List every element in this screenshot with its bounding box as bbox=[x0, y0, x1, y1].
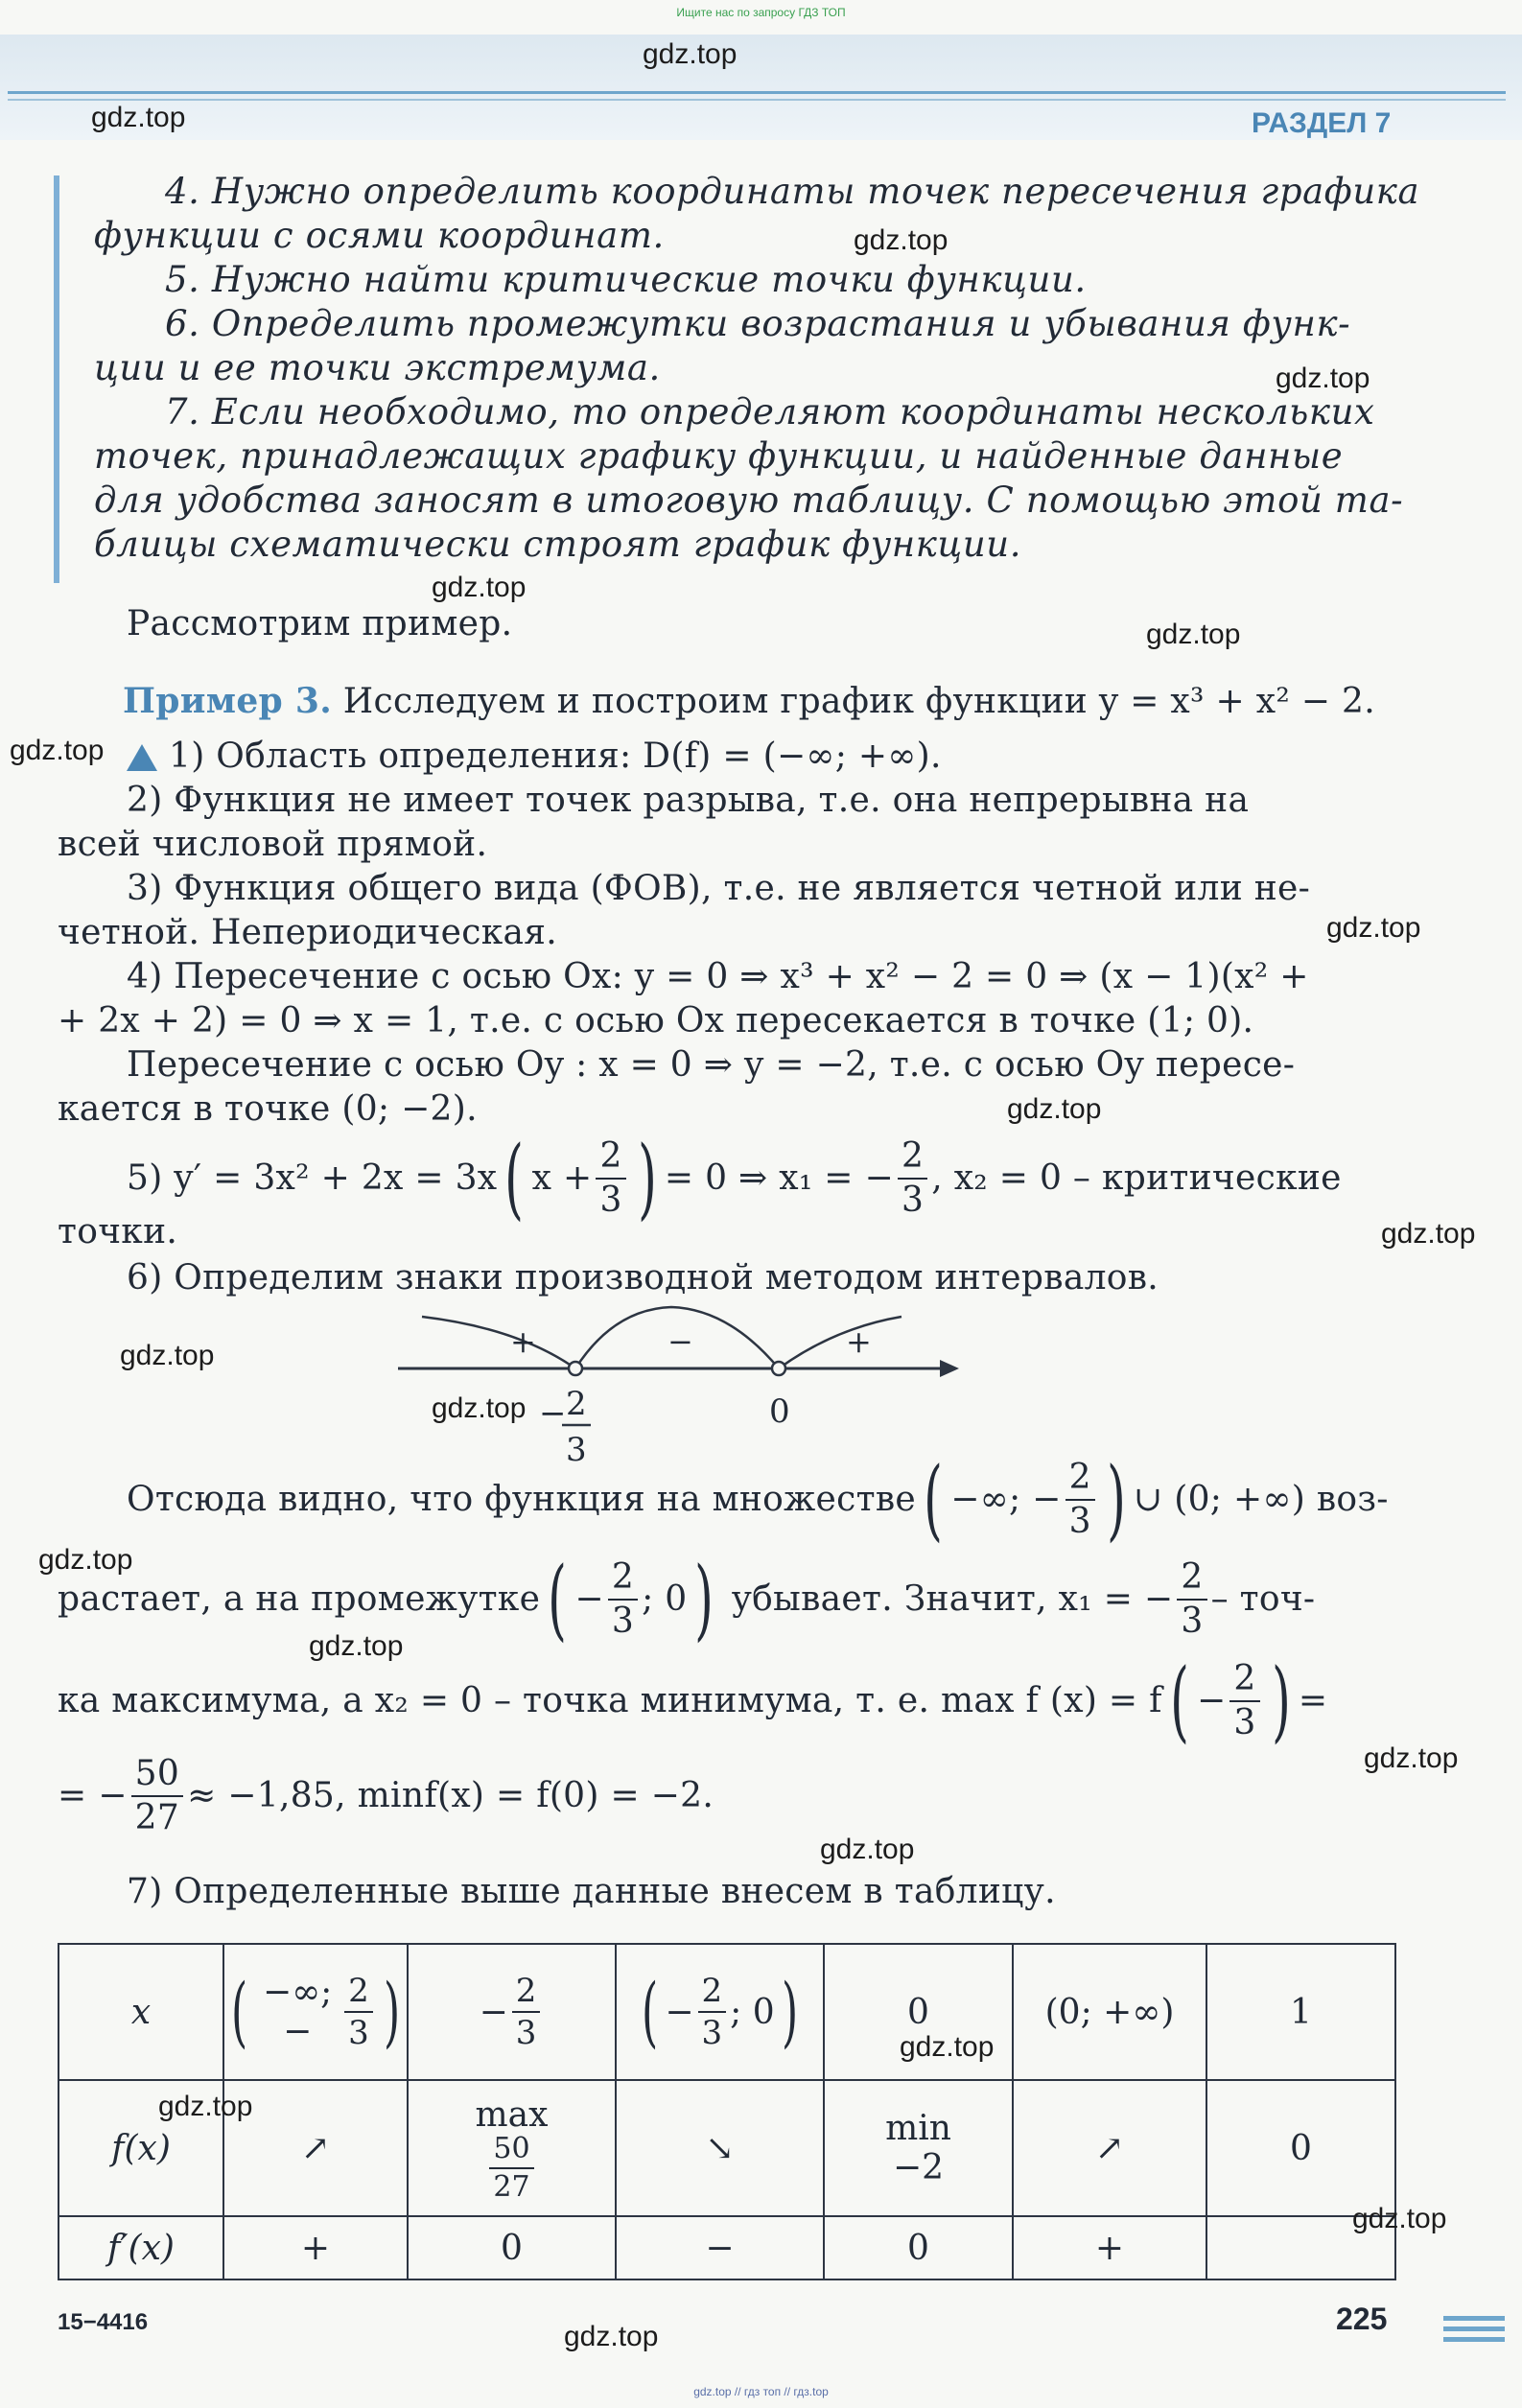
header-line-secondary bbox=[8, 99, 1506, 101]
table-cell: + bbox=[223, 2216, 408, 2279]
table-cell: 1 bbox=[1206, 1944, 1395, 2080]
open-paren: ( bbox=[1169, 1649, 1189, 1752]
point-3-line-1: 3) Функция общего вида (ФОВ), т.е. не является четной или не- bbox=[127, 869, 1311, 908]
derivative-equals: = 0 ⇒ x₁ = − bbox=[664, 1158, 894, 1198]
watermark: gdz.top bbox=[1326, 912, 1421, 944]
watermark: gdz.top bbox=[643, 38, 738, 70]
table-cell: − bbox=[616, 2216, 824, 2279]
derivative-lhs: 5) y′ = 3x² + 2x = 3x bbox=[127, 1158, 498, 1198]
table-row bbox=[59, 2080, 1395, 2216]
watermark: gdz.top bbox=[120, 1340, 215, 1371]
table-cell: + bbox=[1013, 2216, 1206, 2279]
point-3-line-2: четной. Непериодическая. bbox=[58, 913, 558, 952]
step-4-line-2: функции с осями координат. bbox=[94, 215, 665, 256]
interval-union: ∪ (0; +∞) воз- bbox=[1134, 1480, 1389, 1519]
triangle-icon bbox=[127, 744, 157, 771]
watermark: gdz.top bbox=[820, 1834, 915, 1865]
step-7-line-2: точек, принадлежащих графику функции, и найденные данные bbox=[94, 435, 1344, 477]
step-6-line-2: ции и ее точки экстремума. bbox=[94, 347, 661, 388]
watermark: gdz.top bbox=[1276, 362, 1370, 394]
table-cell: ( −∞; − $\frac{2}{3}$ ) bbox=[223, 1944, 408, 2080]
step-7-line-3: для удобства заносят в итоговую таблицу. С помощью этой та- bbox=[94, 479, 1404, 521]
watermark: gdz.top bbox=[432, 572, 527, 603]
fraction: $\frac{2}{3}$ bbox=[1065, 1461, 1095, 1539]
sign-minus: − bbox=[667, 1323, 693, 1360]
point-2-line-1: 2) Функция не имеет точек разрыва, т.е. она непрерывна на bbox=[127, 781, 1250, 820]
point-5-formula bbox=[127, 1127, 1342, 1229]
point-zero: 0 bbox=[769, 1392, 790, 1431]
interval-minus: − bbox=[574, 1579, 604, 1619]
table-row bbox=[59, 1944, 1395, 2080]
section-title: РАЗДЕЛ 7 bbox=[1252, 107, 1392, 139]
fraction: $\frac{2}{3}$ bbox=[608, 1560, 638, 1639]
watermark: gdz.top bbox=[1146, 619, 1241, 650]
interval-left: −∞; − bbox=[950, 1480, 1062, 1519]
watermark: gdz.top bbox=[309, 1630, 404, 1662]
point-4-line-3: Пересечение с осью Oy : x = 0 ⇒ y = −2, т.е. с осью Oy пересе- bbox=[127, 1045, 1296, 1085]
open-paren: ( bbox=[504, 1127, 525, 1229]
table-cell: 0 bbox=[824, 1944, 1013, 2080]
watermark: gdz.top bbox=[432, 1392, 527, 1424]
header-line bbox=[8, 91, 1506, 94]
close-paren: ) bbox=[1106, 1448, 1126, 1551]
point-6: 6) Определим знаки производной методом интервалов. bbox=[127, 1258, 1159, 1298]
point-4-line-2: + 2x + 2) = 0 ⇒ x = 1, т.е. с осью Ox пересекается в точке (1; 0). bbox=[58, 1001, 1254, 1040]
open-paren: ( bbox=[924, 1448, 944, 1551]
bottom-note: gdz.top // гдз топ // гдз.top bbox=[693, 2385, 829, 2398]
watermark: gdz.top bbox=[564, 2321, 659, 2352]
footer-bars bbox=[1443, 2316, 1505, 2348]
table-cell: 0 bbox=[1206, 2080, 1395, 2216]
conclusion-line-4 bbox=[58, 1754, 714, 1837]
point-5-end: точки. bbox=[58, 1212, 178, 1251]
open-paren: ( bbox=[548, 1548, 568, 1650]
table-cell: ↗ bbox=[1013, 2080, 1206, 2216]
point-1: 1) Область определения: D(f) = (−∞; +∞). bbox=[169, 736, 942, 776]
max-value-prefix: = − bbox=[58, 1776, 128, 1815]
table-header-fprime: f′(x) bbox=[59, 2216, 223, 2279]
close-paren: ) bbox=[694, 1548, 714, 1650]
example-intro: Рассмотрим пример. bbox=[127, 604, 513, 643]
example-title: Исследуем и построим график функции y = x³ + x² − 2. bbox=[342, 682, 1375, 721]
top-note: Ищите нас по запросу ГДЗ ТОП bbox=[676, 6, 846, 19]
steps-sidebar bbox=[54, 175, 59, 583]
conclusion-line-1 bbox=[127, 1448, 1389, 1551]
max-text: ка максимума, а x₂ = 0 – точка минимума, т. е. max f (x) = f bbox=[58, 1681, 1162, 1720]
interval-end: ; 0 bbox=[642, 1579, 688, 1619]
sign-plus-right: + bbox=[846, 1323, 872, 1360]
table-cell: ↗ bbox=[223, 2080, 408, 2216]
point-denominator: 3 bbox=[566, 1431, 587, 1469]
watermark: gdz.top bbox=[158, 2091, 253, 2122]
watermark: gdz.top bbox=[1007, 1093, 1102, 1125]
equals-sign: = bbox=[1298, 1681, 1328, 1720]
sign-plus-left: + bbox=[510, 1323, 536, 1360]
point-4-line-1: 4) Пересечение с осью Ox: y = 0 ⇒ x³ + x² − 2 = 0 ⇒ (x − 1)(x² + bbox=[127, 957, 1309, 996]
conclusion-text: растает, а на промежутке bbox=[58, 1579, 541, 1619]
table-cell: max $\frac{50}{27}$ bbox=[408, 2080, 616, 2216]
table-cell: 0 bbox=[824, 2216, 1013, 2279]
point-7: 7) Определенные выше данные внесем в таблицу. bbox=[127, 1872, 1056, 1911]
point-4-line-4: кается в точке (0; −2). bbox=[58, 1089, 478, 1129]
point-numerator: 2 bbox=[566, 1385, 587, 1423]
watermark: gdz.top bbox=[1381, 1218, 1476, 1250]
watermark: gdz.top bbox=[91, 102, 186, 133]
point-minus-sign: − bbox=[539, 1394, 567, 1433]
table-cell: 0 bbox=[408, 2216, 616, 2279]
close-paren: ) bbox=[1271, 1649, 1291, 1752]
example-label: Пример 3. bbox=[123, 681, 333, 721]
fraction: $\frac{2}{3}$ bbox=[596, 1139, 625, 1218]
page-number: 225 bbox=[1336, 2302, 1388, 2336]
step-6-line-1: 6. Определить промежутки возрастания и убывания функ- bbox=[165, 303, 1351, 344]
point-2-line-2: всей числовой прямой. bbox=[58, 825, 488, 864]
fraction: $\frac{50}{27}$ bbox=[131, 1757, 183, 1835]
derivative-inner: x + bbox=[531, 1158, 593, 1198]
table-cell: − $\frac{2}{3}$ bbox=[408, 1944, 616, 2080]
step-7-line-4: блицы схематически строят график функции. bbox=[94, 524, 1022, 565]
table-cell: ( − $\frac{2}{3}$ ; 0 ) bbox=[616, 1944, 824, 2080]
table-header-x: x bbox=[59, 1944, 223, 2080]
table-cell: min −2 bbox=[824, 2080, 1013, 2216]
watermark: gdz.top bbox=[854, 224, 948, 256]
watermark: gdz.top bbox=[10, 735, 105, 766]
footer-code: 15−4416 bbox=[58, 2309, 149, 2335]
critical-points-text: , x₂ = 0 – критические bbox=[931, 1158, 1342, 1198]
fraction: $\frac{2}{3}$ bbox=[898, 1139, 927, 1218]
fraction: $\frac{2}{3}$ bbox=[1177, 1560, 1206, 1639]
fraction: $\frac{2}{3}$ bbox=[1229, 1662, 1259, 1741]
table-cell: ↘ bbox=[616, 2080, 824, 2216]
table-header-f: f(x) bbox=[59, 2080, 223, 2216]
conclusion-text-b: убывает. Значит, x₁ = − bbox=[731, 1579, 1174, 1619]
min-text: ≈ −1,85, minf(x) = f(0) = −2. bbox=[187, 1776, 714, 1815]
table-row bbox=[59, 2216, 1395, 2279]
conclusion-text-c: – точ- bbox=[1210, 1579, 1316, 1619]
step-4-line-1: 4. Нужно определить координаты точек пересечения графика bbox=[165, 171, 1420, 212]
example-heading bbox=[123, 679, 1375, 724]
conclusion-line-3: ка максимума, а x₂ = 0 – точка минимума, т. е. max f (x) = f ( − $\frac{2}{3}$ ) = bbox=[58, 1649, 1328, 1752]
watermark: gdz.top bbox=[1352, 2203, 1447, 2234]
step-7-line-1: 7. Если необходимо, то определяют координаты нескольких bbox=[165, 391, 1375, 433]
step-5: 5. Нужно найти критические точки функции. bbox=[165, 259, 1087, 300]
watermark: gdz.top bbox=[900, 2031, 995, 2063]
table-cell: (0; +∞) bbox=[1013, 1944, 1206, 2080]
watermark: gdz.top bbox=[38, 1544, 133, 1576]
close-paren: ) bbox=[637, 1127, 657, 1229]
conclusion-text: Отсюда видно, что функция на множестве bbox=[127, 1480, 917, 1519]
summary-table bbox=[58, 1943, 1396, 2280]
watermark: gdz.top bbox=[1364, 1742, 1459, 1774]
